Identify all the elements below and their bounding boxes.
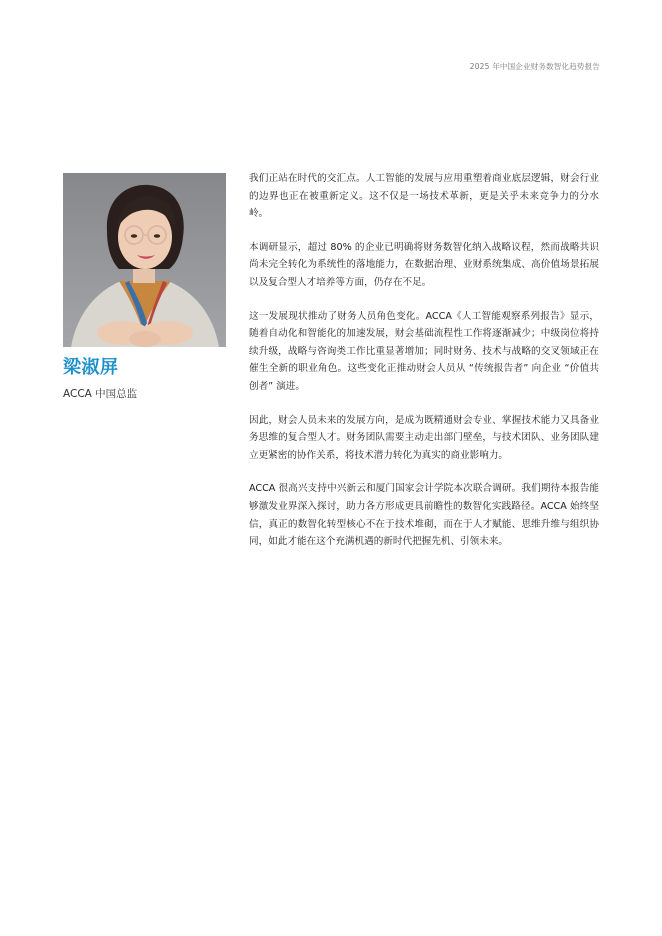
foreword-body [249,170,599,567]
person-name: 梁淑屏 [63,357,119,378]
paragraph: 这一发展现状推动了财务人员角色变化。ACCA《人工智能观察系列报告》显示，随着自动化和智能化的加速发展，财会基础流程性工作将逐渐减少；中级岗位将持续升级，战略与咨询类工作比重显著增加；同时财务、技术与战略的交叉领域正在催生全新的职业角色。这些变化正推动财会人员从 “传统报告者” 向企业 “价值共创者” 演进。 [249,310,599,392]
portrait-illustration [63,173,226,347]
paragraph: 本调研显示，超过 80% 的企业已明确将财务数智化纳入战略议程，然而战略共识尚未完全转化为系统性的落地能力，在数据治理、业财系统集成、高价值场景拓展以及复合型人才培养等方面，仍存在不足。 [249,241,599,288]
paragraph: 因此，财会人员未来的发展方向，是成为既精通财会专业、掌握技术能力又具备业务思维的复合型人才。财务团队需要主动走出部门壁垒，与技术团队、业务团队建立更紧密的协作关系，将技术潜力转化为真实的商业影响力。 [249,414,599,461]
paragraph: 我们正站在时代的交汇点。人工智能的发展与应用重塑着商业底层逻辑，财会行业的边界也正在被重新定义。这不仅是一场技术革新，更是关乎未来竞争力的分水岭。 [249,173,599,220]
report-header-title: 2025 年中国企业财务数智化趋势报告 [469,62,600,71]
paragraph: ACCA 很高兴支持中兴新云和厦门国家会计学院本次联合调研。我们期待本报告能够激发业界深入探讨，助力各方形成更具前瞻性的数智化实践路径。ACCA 始终坚信，真正的数智化转型核心不在于技术堆砌，而在于人才赋能、思维升维与组织协同，如此才能在这个充满机遇的新时代把握先机、引领未来。 [249,483,599,548]
person-role: ACCA 中国总监 [63,388,138,400]
portrait-photo [63,173,226,347]
